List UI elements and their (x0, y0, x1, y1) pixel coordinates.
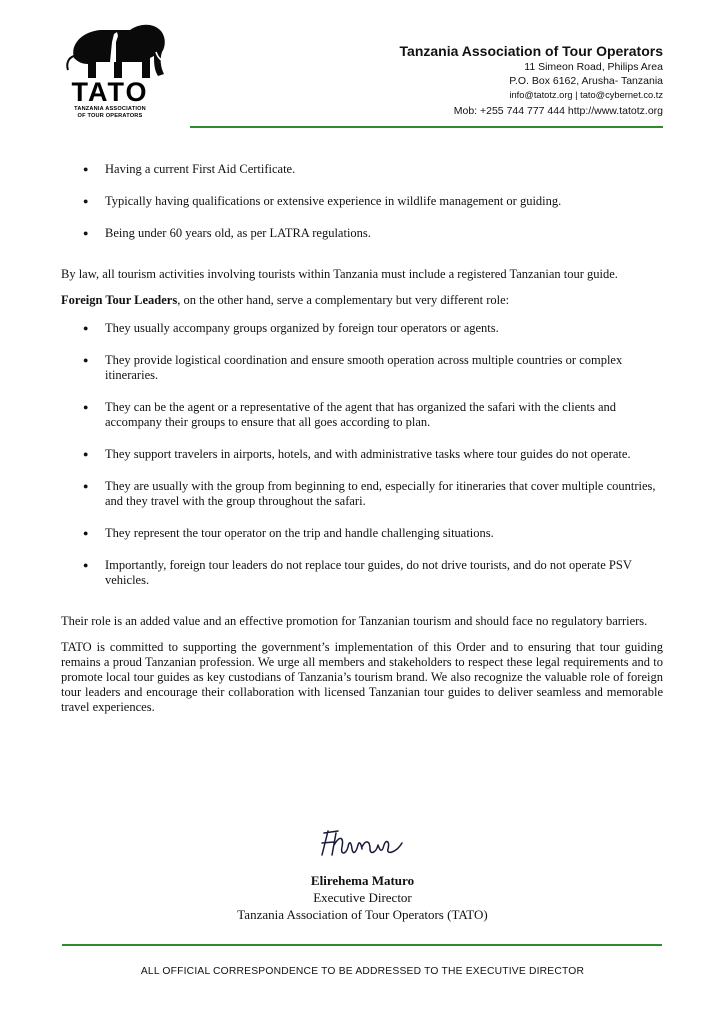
leaders-intro-rest: , on the other hand, serve a complementary but very different role: (177, 293, 510, 307)
handwritten-signature (318, 825, 410, 865)
organization-contact-block (400, 42, 663, 119)
paragraph-role: Their role is an added value and an effective promotion for Tanzanian tourism and should face no regulatory barriers. (61, 614, 648, 628)
mobile-and-website: Mob: +255 744 777 444 http://www.tatotz.org (453, 105, 663, 117)
list-item (61, 558, 663, 588)
requirements-list (61, 162, 663, 241)
foreign-tour-leaders-list (61, 321, 663, 588)
list-item-text: They are usually with the group from beginning to end, especially for itineraries that cover multiple countries, and they travel with the group throughout the safari. (105, 479, 656, 508)
bullet-icon: ● (83, 528, 89, 538)
list-item (61, 353, 663, 383)
logo-title: TATO (71, 77, 149, 107)
footer-divider (62, 944, 662, 946)
list-item-text: Having a current First Aid Certificate. (105, 162, 296, 176)
bullet-icon: ● (83, 196, 89, 206)
bullet-icon: ● (83, 164, 89, 174)
bullet-icon: ● (83, 355, 89, 365)
list-item (61, 479, 663, 509)
list-item-text: They usually accompany groups organized by foreign tour operators or agents. (105, 321, 499, 335)
list-item (61, 226, 663, 241)
list-item (61, 321, 663, 336)
list-item-text: They represent the tour operator on the trip and handle challenging situations. (105, 526, 494, 540)
signatory-name: Elirehema Maturo (310, 873, 415, 888)
elephant-giraffe-icon (60, 18, 172, 82)
list-item-text: Importantly, foreign tour leaders do not replace tour guides, do not drive tourists, and do not operate PSV vehicles. (105, 558, 632, 587)
logo-subtitle-1: TANZANIA ASSOCIATION (74, 106, 146, 112)
organization-name: Tanzania Association of Tour Operators (399, 43, 663, 59)
address-line-1: 11 Simeon Road, Philips Area (524, 61, 663, 73)
email-addresses: info@tatotz.org | tato@cybernet.co.tz (509, 90, 663, 100)
bullet-icon: ● (83, 402, 89, 412)
footer-note: ALL OFFICIAL CORRESPONDENCE TO BE ADDRESSED TO THE EXECUTIVE DIRECTOR (140, 966, 585, 977)
leaders-intro-bold: Foreign Tour Leaders (61, 293, 178, 307)
logo-wordmark (60, 78, 160, 119)
bullet-icon: ● (83, 323, 89, 333)
paragraph-leaders-intro (61, 293, 663, 308)
list-item (61, 447, 663, 462)
bullet-icon: ● (83, 228, 89, 238)
list-item (61, 400, 663, 430)
bullet-icon: ● (83, 449, 89, 459)
list-item-text: They can be the agent or a representative of the agent that has organized the safari with the clients and accompany their groups to ensure that all goes according to plan. (105, 400, 617, 429)
paragraph-commitment: TATO is committed to supporting the government’s implementation of this Order and to ensuring that tour guiding remains a proud Tanzanian profession. We urge all members and stakeholders to respect these legal requirements and to promote local tour guides as key custodians of Tanzania’s tourism brand. We also recognize the valuable role of foreign tour leaders and encourage their collaboration with licensed Tanzanian tour guides to deliver seamless and memorable travel experiences. (61, 640, 663, 714)
signatory-title: Executive Director (313, 890, 412, 905)
paragraph-law: By law, all tourism activities involving tourists within Tanzania must include a registered Tanzanian tour guide. (61, 267, 618, 281)
list-item-text: Being under 60 years old, as per LATRA regulations. (105, 226, 371, 240)
header-divider (190, 126, 663, 128)
list-item-text: They support travelers in airports, hotels, and with administrative tasks where tour guides do not operate. (105, 447, 631, 461)
list-item (61, 194, 663, 209)
signatory-block (0, 872, 725, 923)
bullet-icon: ● (83, 560, 89, 570)
signatory-organization: Tanzania Association of Tour Operators (TATO) (237, 907, 488, 922)
letter-body (61, 162, 663, 715)
list-item-text: Typically having qualifications or extensive experience in wildlife management or guiding. (105, 194, 562, 208)
list-item (61, 526, 663, 541)
address-line-2: P.O. Box 6162, Arusha- Tanzania (509, 75, 663, 87)
list-item (61, 162, 663, 177)
tato-logo (60, 18, 172, 124)
bullet-icon: ● (83, 481, 89, 491)
list-item-text: They provide logistical coordination and ensure smooth operation across multiple countries or complex itineraries. (105, 353, 623, 382)
logo-subtitle-2: OF TOUR OPERATORS (77, 112, 143, 119)
